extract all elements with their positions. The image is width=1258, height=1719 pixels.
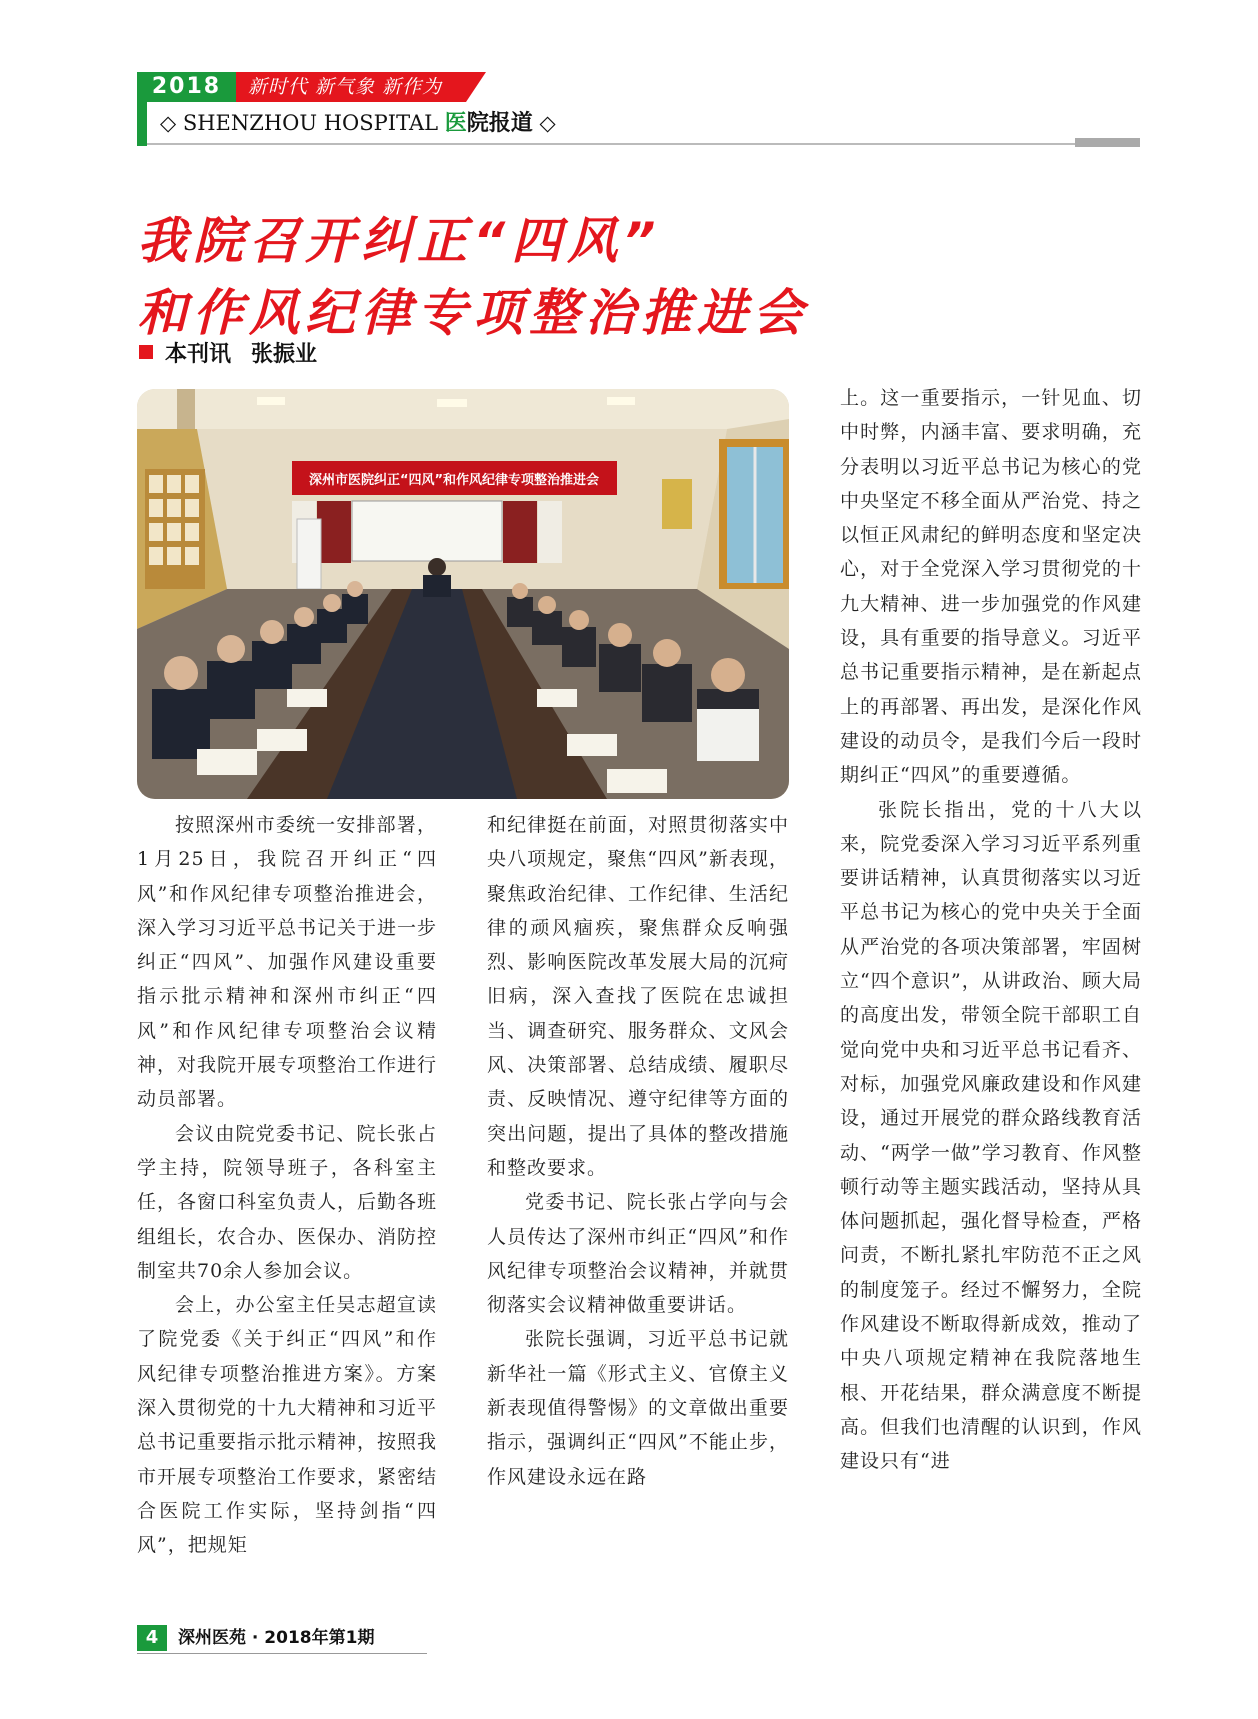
section-name: 院报道: [466, 111, 533, 136]
paragraph: 按照深州市委统一安排部署，1月25日，我院召开纠正“四风”和作风纪律专项整治推进会，深入学习习近平总书记关于进一步纠正“四风”、加强作风建设重要指示批示精神和深州市纠正“四风”和作风纪律专项整治会议精神，对我院开展专项整治工作进行动员部署。: [137, 814, 438, 1111]
header-gray-block: [1075, 138, 1140, 147]
article-column-2: [487, 808, 789, 1494]
red-square-icon: [139, 345, 153, 359]
paragraph: 张院长强调，习近平总书记就新华社一篇《形式主义、官僚主义新表现值得警惕》的文章做出重要指示，强调纠正“四风”不能止步，作风建设永远在路: [487, 1328, 789, 1488]
byline-author: 张振业: [251, 342, 318, 367]
header-green-stripe: [137, 102, 147, 146]
header-year-badge: 2018: [137, 72, 236, 102]
publication-name: 深州医苑 · 2018年第1期: [178, 1628, 375, 1648]
article-column-3: [840, 381, 1142, 1479]
paragraph: 会上，办公室主任吴志超宣读了院党委《关于纠正“四风”和作风纪律专项整治推进方案》。方案深入贯彻党的十九大精神和习近平总书记重要指示批示精神，按照我市开展专项整治工作要求，紧密结合医院工作实际，坚持剑指“四风”，把规矩: [137, 1294, 438, 1557]
article-title: [137, 205, 809, 349]
paragraph: 上。这一重要指示，一针见血、切中时弊，内涵丰富、要求明确，充分表明以习近平总书记为核心的党中央坚定不移全面从严治党、持之以恒正风肃纪的鲜明态度和坚定决心，对于全党深入学习贯彻党的十九大精神、进一步加强党的作风建设，具有重要的指导意义。习近平总书记重要指示精神，是在新起点上的再部署、再出发，是深化作风建设的动员令，是我们今后一段时期纠正“四风”的重要遵循。: [840, 387, 1142, 787]
article-title-line2: 和作风纪律专项整治推进会: [137, 284, 809, 342]
photo-banner-text: 深州市医院纠正“四风”和作风纪律专项整治推进会: [308, 473, 600, 488]
byline: [139, 340, 317, 370]
byline-source: 本刊讯: [165, 342, 232, 367]
page-number: 4: [137, 1625, 167, 1651]
meeting-photo: [137, 389, 789, 799]
article-title-line1: 我院召开纠正“四风”: [137, 212, 662, 270]
paragraph: 和纪律挺在前面，对照贯彻落实中央八项规定，聚焦“四风”新表现，聚焦政治纪律、工作纪律、生活纪律的顽风痼疾，聚焦群众反响强烈、影响医院改革发展大局的沉疴旧病，深入查找了医院在忠诚担当、调查研究、服务群众、文风会风、决策部署、总结成绩、履职尽责、反映情况、遵守纪律等方面的突出问题，提出了具体的整改措施和整改要求。: [487, 814, 789, 1179]
header-nameplate: [160, 106, 556, 140]
header-slogan: 新时代 新气象 新作为: [248, 76, 443, 98]
paragraph: 党委书记、院长张占学向与会人员传达了深州市纠正“四风”和作风纪律专项整治会议精神，并就贯彻落实会议精神做重要讲话。: [487, 1191, 789, 1317]
paragraph: 会议由院党委书记、院长张占学主持，院领导班子，各科室主任，各窗口科室负责人，后勤各班组组长，农合办、医保办、消防控制室共70余人参加会议。: [137, 1122, 438, 1282]
article-column-1: [137, 808, 437, 1563]
hospital-name: SHENZHOU HOSPITAL: [182, 111, 439, 135]
diamond-right-icon: ◇: [539, 111, 556, 135]
diamond-left-icon: ◇: [160, 111, 177, 135]
footer-divider: [137, 1653, 427, 1654]
header-divider: [147, 143, 1111, 145]
paragraph: 张院长指出，党的十八大以来，院党委深入学习习近平系列重要讲话精神，认真贯彻落实以习近平总书记为核心的党中央关于全面从严治党的各项决策部署，牢固树立“四个意识”，从讲政治、顾大局的高度出发，带领全院干部职工自觉向党中央和习近平总书记看齐、对标，加强党风廉政建设和作风建设，通过开展党的群众路线教育活动、“两学一做”学习教育、作风整顿行动等主题实践活动，坚持从具体问题抓起，强化督导检查，严格问责，不断扎紧扎牢防范不正之风的制度笼子。经过不懈努力，全院作风建设不断取得新成效，推动了中央八项规定精神在我院落地生根、开花结果，群众满意度不断提高。但我们也清醒的认识到，作风建设只有“进: [840, 798, 1142, 1473]
section-name-first-char: 医: [444, 111, 467, 136]
